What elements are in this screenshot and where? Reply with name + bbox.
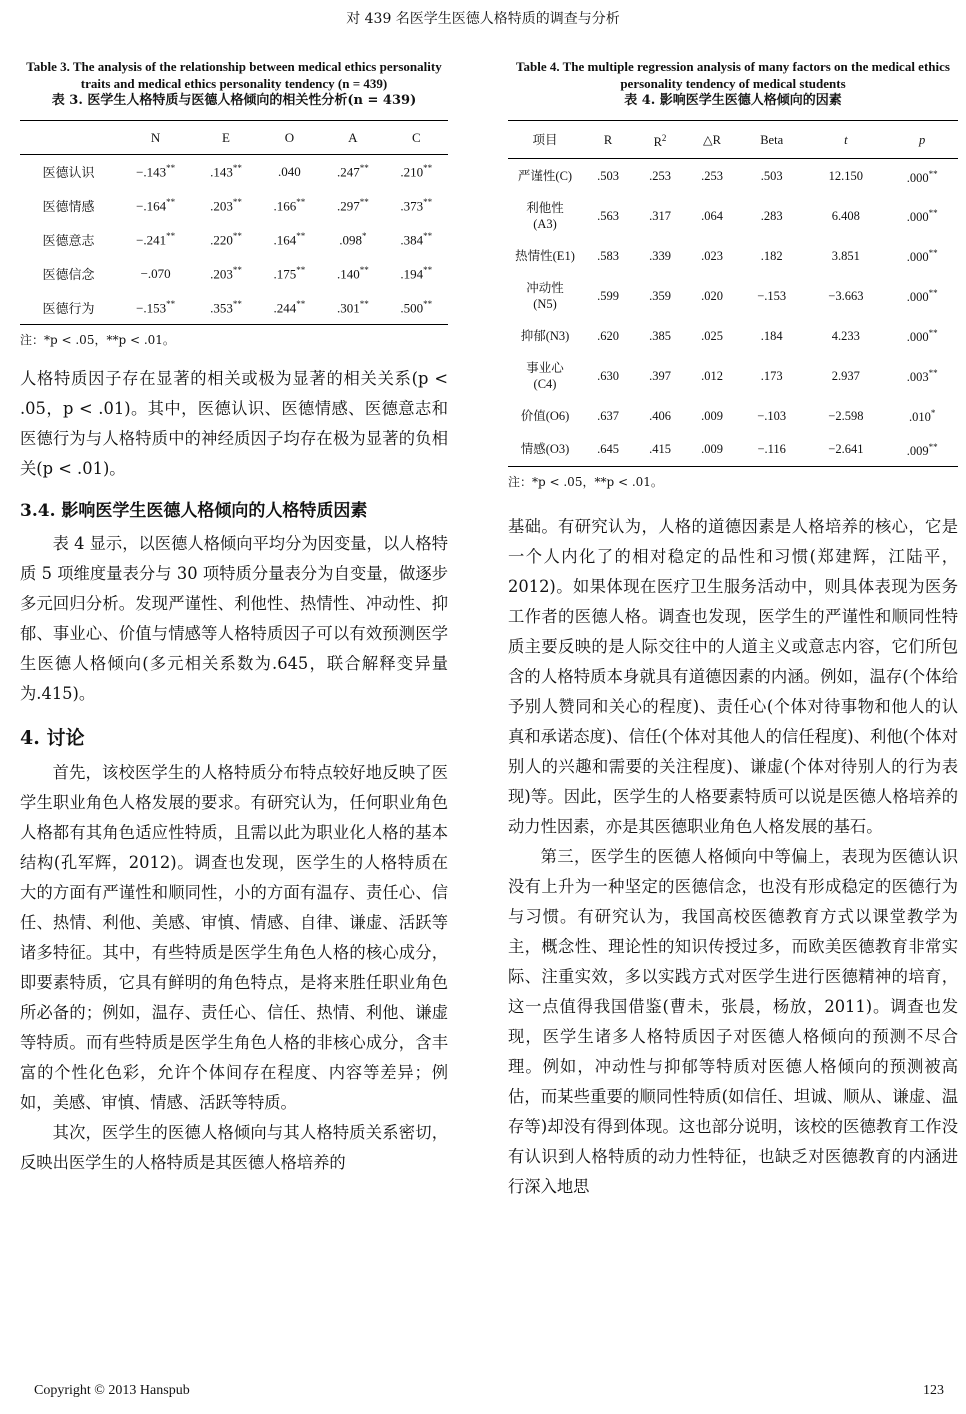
running-header: 对 439 名医学生医德人格特质的调查与分析 xyxy=(346,11,620,27)
table4-cell: .283 xyxy=(760,208,783,223)
table4-cell: .645 xyxy=(597,442,619,457)
table3-row xyxy=(20,291,448,325)
table4-cell: .000** xyxy=(906,288,938,305)
table4-cell: .630 xyxy=(597,368,619,383)
table4-cell: .359 xyxy=(649,288,671,303)
table3-cell: .373** xyxy=(400,196,433,214)
section-heading-4: 4. 讨论 xyxy=(20,727,85,749)
table3-cell: −.241** xyxy=(136,230,176,248)
table4-col-header: R xyxy=(603,132,613,147)
table4-cell: .583 xyxy=(597,248,619,263)
table4-row xyxy=(508,353,958,399)
table4-cell: .184 xyxy=(760,328,783,343)
table3-col-header xyxy=(20,121,117,155)
table4-cell: 2.937 xyxy=(831,368,860,383)
table3-row xyxy=(20,223,448,257)
table4-cell: .000** xyxy=(906,328,938,345)
table3-row-label: 医德行为 xyxy=(42,300,95,316)
table4-row xyxy=(508,159,958,193)
table3-cell: .140** xyxy=(336,264,369,282)
table4-cell: −.103 xyxy=(757,408,787,423)
table4-cell: .253 xyxy=(649,168,671,183)
table4-row-label: 事业心 (C4) xyxy=(526,360,564,391)
table4-cell: .000** xyxy=(906,208,938,225)
table4-col-header: 项目 xyxy=(532,132,558,147)
left-column xyxy=(20,58,448,1178)
table4-col-header xyxy=(634,121,686,159)
table3-row-label: 医德意志 xyxy=(42,233,95,248)
left-paragraph-4: 其次，医学生的医德人格倾向与其人格特质关系密切，反映出医学生的人格特质是其医德人格培养的 xyxy=(20,1123,448,1172)
table4-cell: .503 xyxy=(760,168,783,183)
table4-cell: .317 xyxy=(649,208,671,223)
table4-cell: −.153 xyxy=(757,288,787,303)
table4-cell: .253 xyxy=(701,168,723,183)
table3-cell: .164** xyxy=(273,230,306,248)
table4 xyxy=(508,120,958,467)
table4-row xyxy=(508,239,958,273)
table3-cell: .353** xyxy=(210,298,242,315)
table3-caption-en: Table 3. The analysis of the relationship between medical ethics personality traits and medical ethics personality tendency (n = 439) xyxy=(26,59,442,91)
table3-cell: .244** xyxy=(273,298,306,315)
table4-note-text: 注：*p < .05，**p < .01。 xyxy=(508,475,663,489)
table4-row-label: 价值(O6) xyxy=(520,408,570,423)
table3-col-header: O xyxy=(284,129,295,145)
table3-row xyxy=(20,257,448,291)
right-paragraph-1: 基础。有研究认为，人格的道德因素是人格培养的核心，它是一个人内化了的相对稳定的品性和习惯(郑建辉，江陆平，2012)。如果体现在医疗卫生服务活动中，则具体表现为医务工作者的医德人格。调查也发现，医学生的严谨性和顺同性特质主要反映的是人际交往中的人道主义或意志内容，它们所包含的人格特质本身就具有道德因素的内涵。例如，温存(个体给予别人赞同和关心的程度)、责任心(个体对待事物和他人的认真和承诺态度)、信任(个体对其他人的信任程度)、利他(个体对别人的兴趣和需要的关注程度)、谦虚(个体对待别人的行为表现)等。因此，医学生的人格要素特质可以说是医德人格培养的动力性因素，亦是其医德职业角色人格发展的基石。 xyxy=(508,517,958,836)
table4-row-label: 严谨性(C) xyxy=(517,168,573,183)
table4-cell: .599 xyxy=(597,288,619,303)
table4-col-header: △R xyxy=(703,132,721,147)
table4-row xyxy=(508,193,958,239)
table3-cell: .203** xyxy=(210,264,242,282)
copyright: Copyright © 2013 Hanspub xyxy=(34,1383,190,1398)
table4-cell: .009 xyxy=(701,408,723,423)
table4-cell: .173 xyxy=(760,368,783,383)
table4-cell: .025 xyxy=(701,328,723,343)
table4-cell: .000** xyxy=(906,168,938,185)
table3-cell: .040 xyxy=(278,163,301,179)
table4-cell: .620 xyxy=(597,328,619,343)
table4-row xyxy=(508,319,958,353)
table3-row-label: 医德情感 xyxy=(42,199,95,214)
table4-row-label: 冲动性 (N5) xyxy=(526,280,564,311)
table3-row-label: 医德认识 xyxy=(42,165,95,181)
table3-cell: .203** xyxy=(210,196,242,214)
r-squared-label: $R^2$ xyxy=(653,132,667,149)
table3-cell: .175** xyxy=(273,264,306,282)
table4-cell: .503 xyxy=(597,168,619,183)
table3-row-label: 医德信念 xyxy=(42,267,95,282)
table4-cell: .010* xyxy=(908,408,936,425)
table4-caption-en: Table 4. The multiple regression analysis of many factors on the medical ethics personality tendency of medical students xyxy=(516,59,950,91)
table4-cell: .020 xyxy=(701,288,723,303)
table4-cell: .406 xyxy=(649,408,671,423)
table4-cell: .000** xyxy=(906,248,938,265)
table4-row-label: 抑郁(N3) xyxy=(520,328,570,343)
table4-cell: .415 xyxy=(649,442,671,457)
table3-header-row xyxy=(20,121,448,155)
page-number: 123 xyxy=(923,1383,944,1398)
table4-cell: −2.598 xyxy=(828,408,864,423)
right-column xyxy=(508,58,958,1202)
table3-cell: −.153** xyxy=(136,298,176,315)
table4-row xyxy=(508,273,958,319)
table3-cell: .143** xyxy=(210,163,242,180)
table4-cell: .385 xyxy=(649,328,671,343)
table4-cell: .003** xyxy=(906,368,938,385)
table3-col-header: C xyxy=(411,129,421,145)
table3-caption-cn: 表 3. 医学生人格特质与医德人格倾向的相关性分析(n = 439) xyxy=(51,93,417,108)
table3-row xyxy=(20,155,448,189)
table3-cell: .301** xyxy=(336,298,369,315)
table4-row-label: 情感(O3) xyxy=(520,442,570,457)
table3-cell: .247** xyxy=(336,163,369,180)
table3-cell: .194** xyxy=(400,264,433,282)
table4-cell: .182 xyxy=(760,248,783,263)
table4-cell: .009** xyxy=(906,442,938,459)
table4-cell: .064 xyxy=(701,208,723,223)
table3-col-header: N xyxy=(150,129,161,145)
table4-cell: −2.641 xyxy=(828,442,864,457)
table4-cell: .397 xyxy=(649,368,671,383)
table4-cell: 6.408 xyxy=(831,208,860,223)
table3-cell: .210** xyxy=(400,163,433,180)
table3-cell: −.164** xyxy=(136,196,176,214)
table4-note xyxy=(508,473,958,490)
table4-cell: .339 xyxy=(649,248,671,263)
table4-row-label: 利他性 (A3) xyxy=(526,200,564,231)
table4-row-label: 热情性(E1) xyxy=(515,248,575,263)
table3-note xyxy=(20,331,448,348)
table3-cell: .166** xyxy=(273,196,306,214)
left-paragraph-3: 首先，该校医学生的人格特质分布特点较好地反映了医学生职业角色人格发展的要求。有研究认为，任何职业角色人格都有其角色适应性特质，且需以此为职业化人格的基本结构(孔军辉，2012)。调查也发现，医学生的人格特质在大的方面有严谨性和顺同性，小的方面有温存、责任心、信任、热情、利他、美感、审慎、情感、自律、谦虚、活跃等诸多特征。其中，有些特质是医学生角色人格的核心成分，即要素特质，它具有鲜明的角色特点，是将来胜任职业角色所必备的；例如，温存、责任心、信任、热情、利他、谦虚等特质。而有些特质是医学生角色人格的非核心成分，含丰富的个性化色彩，允许个体间存在程度、内容等差异；例如，美感、审慎、情感、活跃等特质。 xyxy=(20,763,448,1112)
table4-cell: 12.150 xyxy=(828,168,864,183)
table4-cell: −.116 xyxy=(757,442,786,457)
table4-cell: 3.851 xyxy=(831,248,860,263)
table4-cell: .563 xyxy=(597,208,619,223)
table3-cell: −.070 xyxy=(140,265,171,281)
left-paragraph-1: 人格特质因子存在显著的相关或极为显著的相关关系(p < .05，p < .01)。其中，医德认识、医德情感、医德意志和医德行为与人格特质中的神经质因子均存在极为显著的负相关(p < .01)。 xyxy=(20,369,448,478)
table4-caption-cn: 表 4. 影响医学生医德人格倾向的因素 xyxy=(624,93,842,108)
table4-col-header: p xyxy=(919,132,926,147)
table3 xyxy=(20,120,448,325)
table4-cell: .009 xyxy=(701,442,723,457)
table3-cell: .384** xyxy=(400,230,433,248)
table3-cell: .098* xyxy=(339,230,367,248)
table3-cell: −.143** xyxy=(136,163,176,180)
table4-header-row xyxy=(508,121,958,159)
table4-row xyxy=(508,399,958,433)
left-paragraph-2: 表 4 显示，以医德人格倾向平均分为因变量，以人格特质 5 项维度量表分与 30 项特质分量表分为自变量，做逐步多元回归分析。发现严谨性、利他性、热情性、冲动性、抑郁、事业心、价值与情感等人格特质因子可以有效预测医学生医德人格倾向(多元相关系数为.645，联合解释变异量为.415)。 xyxy=(20,534,448,703)
table4-col-header: t xyxy=(844,132,848,147)
table4-cell: .637 xyxy=(597,408,619,423)
section-heading-3-4: 3.4. 影响医学生医德人格倾向的人格特质因素 xyxy=(20,501,368,521)
table4-cell: .023 xyxy=(701,248,723,263)
table3-cell: .500** xyxy=(400,298,433,315)
table4-cell: .012 xyxy=(701,368,723,383)
table3-cell: .297** xyxy=(336,196,369,214)
table3-col-header: E xyxy=(221,129,230,145)
table4-row xyxy=(508,433,958,467)
table3-note-text: 注：*p < .05，**p < .01。 xyxy=(20,333,175,347)
table4-cell: −3.663 xyxy=(828,288,864,303)
right-paragraph-2: 第三，医学生的医德人格倾向中等偏上，表现为医德认识没有上升为一种坚定的医德信念，也没有形成稳定的医德行为与习惯。有研究认为，我国高校医德教育方式以课堂教学为主，概念性、理论性的知识传授过多，而欧美医德教育非常实际、注重实效，多以实践方式对医学生进行医德精神的培育，这一点值得我国借鉴(曹未，张晨，杨放，2011)。调查也发现，医学生诸多人格特质因子对医德人格倾向的预测不尽合理。例如，冲动性与抑郁等特质对医德人格倾向的预测被高估，而某些重要的顺同性特质(如信任、坦诚、顺从、谦虚、温存等)却没有得到体现。这也部分说明，该校的医德教育工作没有认识到人格特质的动力性特征，也缺乏对医德教育的内涵进行深入地思 xyxy=(508,847,958,1196)
table4-col-header: Beta xyxy=(760,132,784,147)
table3-cell: .220** xyxy=(210,230,242,248)
table3-row xyxy=(20,189,448,223)
table4-cell: 4.233 xyxy=(831,328,860,343)
table3-col-header: A xyxy=(348,129,358,145)
